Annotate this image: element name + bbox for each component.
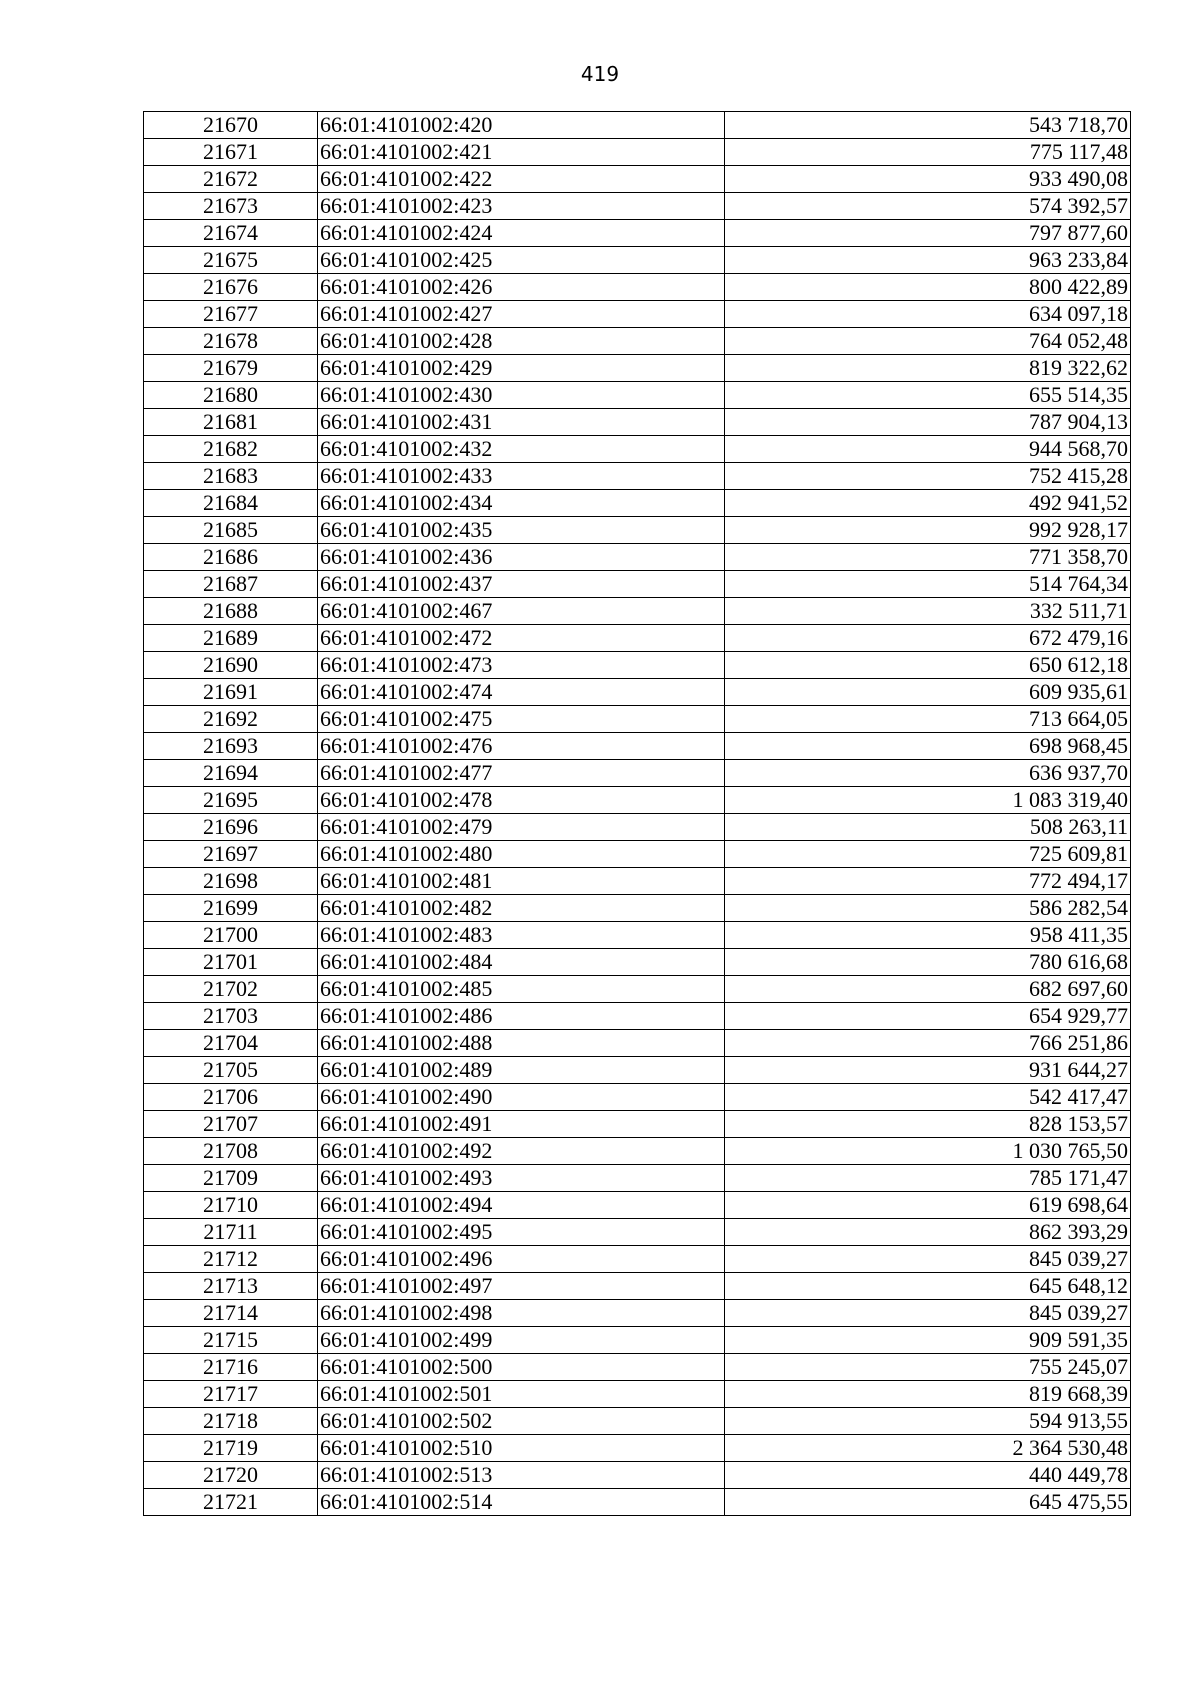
cadastral-value-cell: 909 591,35 <box>725 1327 1131 1354</box>
cadastral-value-cell: 586 282,54 <box>725 895 1131 922</box>
row-number-cell: 21686 <box>144 544 318 571</box>
row-number-cell: 21721 <box>144 1489 318 1516</box>
cadastral-value-cell: 619 698,64 <box>725 1192 1131 1219</box>
cadastral-value-cell: 645 475,55 <box>725 1489 1131 1516</box>
row-number-cell: 21705 <box>144 1057 318 1084</box>
cadastral-value-cell: 543 718,70 <box>725 112 1131 139</box>
cadastral-value-cell: 542 417,47 <box>725 1084 1131 1111</box>
row-number-cell: 21678 <box>144 328 318 355</box>
table-row <box>144 760 1131 787</box>
cadastral-number-cell: 66:01:4101002:430 <box>318 382 725 409</box>
table-row <box>144 814 1131 841</box>
cadastral-number-cell: 66:01:4101002:500 <box>318 1354 725 1381</box>
cadastral-number-cell: 66:01:4101002:423 <box>318 193 725 220</box>
table-row <box>144 1273 1131 1300</box>
table-row <box>144 274 1131 301</box>
table-row <box>144 1408 1131 1435</box>
cadastral-number-cell: 66:01:4101002:421 <box>318 139 725 166</box>
table-row <box>144 1246 1131 1273</box>
row-number-cell: 21674 <box>144 220 318 247</box>
cadastral-value-cell: 650 612,18 <box>725 652 1131 679</box>
cadastral-value-cell: 775 117,48 <box>725 139 1131 166</box>
cadastral-value-cell: 785 171,47 <box>725 1165 1131 1192</box>
row-number-cell: 21681 <box>144 409 318 436</box>
row-number-cell: 21706 <box>144 1084 318 1111</box>
cadastral-number-cell: 66:01:4101002:431 <box>318 409 725 436</box>
cadastral-value-cell: 771 358,70 <box>725 544 1131 571</box>
cadastral-number-cell: 66:01:4101002:434 <box>318 490 725 517</box>
cadastral-number-cell: 66:01:4101002:496 <box>318 1246 725 1273</box>
cadastral-value-cell: 725 609,81 <box>725 841 1131 868</box>
table-row <box>144 112 1131 139</box>
table-row <box>144 1192 1131 1219</box>
cadastral-value-cell: 672 479,16 <box>725 625 1131 652</box>
cadastral-value-cell: 1 083 319,40 <box>725 787 1131 814</box>
cadastral-number-cell: 66:01:4101002:433 <box>318 463 725 490</box>
cadastral-number-cell: 66:01:4101002:485 <box>318 976 725 1003</box>
cadastral-number-cell: 66:01:4101002:502 <box>318 1408 725 1435</box>
cadastral-number-cell: 66:01:4101002:472 <box>318 625 725 652</box>
cadastral-value-cell: 492 941,52 <box>725 490 1131 517</box>
row-number-cell: 21693 <box>144 733 318 760</box>
row-number-cell: 21689 <box>144 625 318 652</box>
cadastral-value-cell: 594 913,55 <box>725 1408 1131 1435</box>
cadastral-number-cell: 66:01:4101002:474 <box>318 679 725 706</box>
table-row <box>144 787 1131 814</box>
row-number-cell: 21718 <box>144 1408 318 1435</box>
cadastral-value-cell: 755 245,07 <box>725 1354 1131 1381</box>
table-row <box>144 1084 1131 1111</box>
cadastral-value-cell: 332 511,71 <box>725 598 1131 625</box>
row-number-cell: 21715 <box>144 1327 318 1354</box>
cadastral-number-cell: 66:01:4101002:429 <box>318 355 725 382</box>
cadastral-value-cell: 772 494,17 <box>725 868 1131 895</box>
cadastral-number-cell: 66:01:4101002:481 <box>318 868 725 895</box>
table-row <box>144 1354 1131 1381</box>
row-number-cell: 21672 <box>144 166 318 193</box>
row-number-cell: 21716 <box>144 1354 318 1381</box>
table-row <box>144 679 1131 706</box>
cadastral-value-cell: 828 153,57 <box>725 1111 1131 1138</box>
table-row <box>144 571 1131 598</box>
cadastral-number-cell: 66:01:4101002:497 <box>318 1273 725 1300</box>
cadastral-number-cell: 66:01:4101002:499 <box>318 1327 725 1354</box>
table-row <box>144 1138 1131 1165</box>
cadastral-value-cell: 766 251,86 <box>725 1030 1131 1057</box>
cadastral-number-cell: 66:01:4101002:498 <box>318 1300 725 1327</box>
table-row <box>144 139 1131 166</box>
cadastral-number-cell: 66:01:4101002:432 <box>318 436 725 463</box>
cadastral-value-cell: 764 052,48 <box>725 328 1131 355</box>
cadastral-number-cell: 66:01:4101002:492 <box>318 1138 725 1165</box>
table-row <box>144 409 1131 436</box>
table-row <box>144 1300 1131 1327</box>
cadastral-number-cell: 66:01:4101002:514 <box>318 1489 725 1516</box>
cadastral-value-cell: 609 935,61 <box>725 679 1131 706</box>
row-number-cell: 21683 <box>144 463 318 490</box>
registry-table-body <box>144 112 1131 1516</box>
cadastral-number-cell: 66:01:4101002:489 <box>318 1057 725 1084</box>
cadastral-number-cell: 66:01:4101002:494 <box>318 1192 725 1219</box>
row-number-cell: 21692 <box>144 706 318 733</box>
registry-table <box>143 111 1131 1516</box>
cadastral-value-cell: 654 929,77 <box>725 1003 1131 1030</box>
cadastral-number-cell: 66:01:4101002:477 <box>318 760 725 787</box>
table-row <box>144 868 1131 895</box>
cadastral-value-cell: 440 449,78 <box>725 1462 1131 1489</box>
row-number-cell: 21712 <box>144 1246 318 1273</box>
row-number-cell: 21711 <box>144 1219 318 1246</box>
table-row <box>144 652 1131 679</box>
table-row <box>144 166 1131 193</box>
table-row <box>144 1435 1131 1462</box>
cadastral-number-cell: 66:01:4101002:422 <box>318 166 725 193</box>
cadastral-value-cell: 645 648,12 <box>725 1273 1131 1300</box>
row-number-cell: 21695 <box>144 787 318 814</box>
cadastral-number-cell: 66:01:4101002:490 <box>318 1084 725 1111</box>
cadastral-value-cell: 963 233,84 <box>725 247 1131 274</box>
cadastral-number-cell: 66:01:4101002:501 <box>318 1381 725 1408</box>
row-number-cell: 21691 <box>144 679 318 706</box>
row-number-cell: 21684 <box>144 490 318 517</box>
row-number-cell: 21682 <box>144 436 318 463</box>
cadastral-number-cell: 66:01:4101002:482 <box>318 895 725 922</box>
table-row <box>144 922 1131 949</box>
row-number-cell: 21677 <box>144 301 318 328</box>
cadastral-value-cell: 752 415,28 <box>725 463 1131 490</box>
row-number-cell: 21698 <box>144 868 318 895</box>
row-number-cell: 21713 <box>144 1273 318 1300</box>
row-number-cell: 21675 <box>144 247 318 274</box>
cadastral-value-cell: 797 877,60 <box>725 220 1131 247</box>
cadastral-number-cell: 66:01:4101002:493 <box>318 1165 725 1192</box>
table-row <box>144 328 1131 355</box>
row-number-cell: 21720 <box>144 1462 318 1489</box>
row-number-cell: 21679 <box>144 355 318 382</box>
row-number-cell: 21687 <box>144 571 318 598</box>
cadastral-number-cell: 66:01:4101002:475 <box>318 706 725 733</box>
table-row <box>144 1030 1131 1057</box>
table-row <box>144 598 1131 625</box>
cadastral-number-cell: 66:01:4101002:467 <box>318 598 725 625</box>
row-number-cell: 21699 <box>144 895 318 922</box>
cadastral-value-cell: 682 697,60 <box>725 976 1131 1003</box>
table-row <box>144 1327 1131 1354</box>
cadastral-number-cell: 66:01:4101002:436 <box>318 544 725 571</box>
cadastral-value-cell: 574 392,57 <box>725 193 1131 220</box>
cadastral-number-cell: 66:01:4101002:437 <box>318 571 725 598</box>
cadastral-value-cell: 862 393,29 <box>725 1219 1131 1246</box>
table-row <box>144 841 1131 868</box>
table-row <box>144 1489 1131 1516</box>
cadastral-number-cell: 66:01:4101002:488 <box>318 1030 725 1057</box>
table-row <box>144 463 1131 490</box>
cadastral-number-cell: 66:01:4101002:426 <box>318 274 725 301</box>
table-row <box>144 301 1131 328</box>
page-number: 419 <box>580 62 620 86</box>
table-row <box>144 355 1131 382</box>
table-row <box>144 247 1131 274</box>
row-number-cell: 21708 <box>144 1138 318 1165</box>
table-row <box>144 733 1131 760</box>
table-row <box>144 1003 1131 1030</box>
cadastral-value-cell: 636 937,70 <box>725 760 1131 787</box>
cadastral-number-cell: 66:01:4101002:476 <box>318 733 725 760</box>
row-number-cell: 21707 <box>144 1111 318 1138</box>
cadastral-value-cell: 508 263,11 <box>725 814 1131 841</box>
cadastral-value-cell: 819 322,62 <box>725 355 1131 382</box>
table-row <box>144 706 1131 733</box>
cadastral-number-cell: 66:01:4101002:473 <box>318 652 725 679</box>
cadastral-value-cell: 819 668,39 <box>725 1381 1131 1408</box>
row-number-cell: 21719 <box>144 1435 318 1462</box>
cadastral-value-cell: 845 039,27 <box>725 1300 1131 1327</box>
table-row <box>144 895 1131 922</box>
table-row <box>144 544 1131 571</box>
cadastral-value-cell: 992 928,17 <box>725 517 1131 544</box>
cadastral-value-cell: 780 616,68 <box>725 949 1131 976</box>
cadastral-value-cell: 958 411,35 <box>725 922 1131 949</box>
table-row <box>144 1219 1131 1246</box>
table-row <box>144 1111 1131 1138</box>
cadastral-value-cell: 698 968,45 <box>725 733 1131 760</box>
row-number-cell: 21696 <box>144 814 318 841</box>
cadastral-number-cell: 66:01:4101002:427 <box>318 301 725 328</box>
table-row <box>144 1165 1131 1192</box>
cadastral-number-cell: 66:01:4101002:510 <box>318 1435 725 1462</box>
cadastral-number-cell: 66:01:4101002:513 <box>318 1462 725 1489</box>
cadastral-number-cell: 66:01:4101002:479 <box>318 814 725 841</box>
cadastral-value-cell: 787 904,13 <box>725 409 1131 436</box>
row-number-cell: 21685 <box>144 517 318 544</box>
row-number-cell: 21676 <box>144 274 318 301</box>
table-row <box>144 220 1131 247</box>
table-row <box>144 193 1131 220</box>
cadastral-value-cell: 933 490,08 <box>725 166 1131 193</box>
cadastral-value-cell: 1 030 765,50 <box>725 1138 1131 1165</box>
cadastral-value-cell: 713 664,05 <box>725 706 1131 733</box>
cadastral-number-cell: 66:01:4101002:420 <box>318 112 725 139</box>
row-number-cell: 21709 <box>144 1165 318 1192</box>
row-number-cell: 21704 <box>144 1030 318 1057</box>
row-number-cell: 21697 <box>144 841 318 868</box>
cadastral-value-cell: 2 364 530,48 <box>725 1435 1131 1462</box>
cadastral-value-cell: 514 764,34 <box>725 571 1131 598</box>
cadastral-number-cell: 66:01:4101002:480 <box>318 841 725 868</box>
row-number-cell: 21670 <box>144 112 318 139</box>
row-number-cell: 21714 <box>144 1300 318 1327</box>
row-number-cell: 21690 <box>144 652 318 679</box>
cadastral-number-cell: 66:01:4101002:486 <box>318 1003 725 1030</box>
row-number-cell: 21694 <box>144 760 318 787</box>
row-number-cell: 21673 <box>144 193 318 220</box>
table-row <box>144 976 1131 1003</box>
row-number-cell: 21700 <box>144 922 318 949</box>
table-row <box>144 625 1131 652</box>
row-number-cell: 21671 <box>144 139 318 166</box>
cadastral-value-cell: 845 039,27 <box>725 1246 1131 1273</box>
cadastral-value-cell: 931 644,27 <box>725 1057 1131 1084</box>
cadastral-number-cell: 66:01:4101002:435 <box>318 517 725 544</box>
cadastral-number-cell: 66:01:4101002:484 <box>318 949 725 976</box>
row-number-cell: 21688 <box>144 598 318 625</box>
row-number-cell: 21701 <box>144 949 318 976</box>
cadastral-value-cell: 655 514,35 <box>725 382 1131 409</box>
row-number-cell: 21703 <box>144 1003 318 1030</box>
cadastral-value-cell: 800 422,89 <box>725 274 1131 301</box>
row-number-cell: 21710 <box>144 1192 318 1219</box>
table-row <box>144 490 1131 517</box>
table-row <box>144 1462 1131 1489</box>
row-number-cell: 21680 <box>144 382 318 409</box>
cadastral-number-cell: 66:01:4101002:425 <box>318 247 725 274</box>
cadastral-value-cell: 634 097,18 <box>725 301 1131 328</box>
row-number-cell: 21717 <box>144 1381 318 1408</box>
table-row <box>144 1057 1131 1084</box>
table-row <box>144 949 1131 976</box>
cadastral-number-cell: 66:01:4101002:428 <box>318 328 725 355</box>
row-number-cell: 21702 <box>144 976 318 1003</box>
table-row <box>144 382 1131 409</box>
cadastral-number-cell: 66:01:4101002:491 <box>318 1111 725 1138</box>
cadastral-number-cell: 66:01:4101002:424 <box>318 220 725 247</box>
table-row <box>144 436 1131 463</box>
table-row <box>144 517 1131 544</box>
cadastral-number-cell: 66:01:4101002:495 <box>318 1219 725 1246</box>
cadastral-number-cell: 66:01:4101002:478 <box>318 787 725 814</box>
cadastral-number-cell: 66:01:4101002:483 <box>318 922 725 949</box>
cadastral-value-cell: 944 568,70 <box>725 436 1131 463</box>
table-row <box>144 1381 1131 1408</box>
